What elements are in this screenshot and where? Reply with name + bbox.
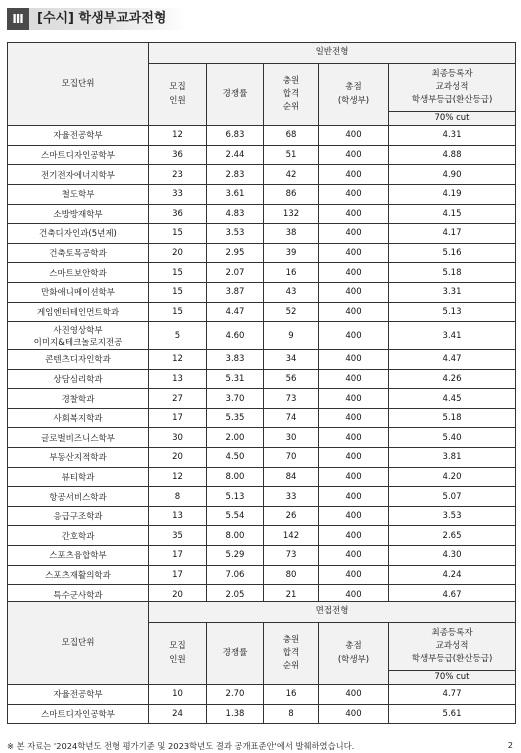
cell-count: 17 [149,565,207,585]
cell-total: 400 [319,389,389,409]
header-unit: 모집단위 [8,602,149,685]
cell-count: 36 [149,145,207,165]
cell-rank: 73 [264,546,319,566]
cell-total: 400 [319,369,389,389]
cell-count: 33 [149,184,207,204]
cell-rank: 34 [264,350,319,370]
cell-ratio: 5.31 [207,369,264,389]
cell-count: 12 [149,350,207,370]
cell-count: 27 [149,389,207,409]
cell-total: 400 [319,302,389,322]
cell-rank: 73 [264,389,319,409]
cell-unit: 간호학과 [8,526,149,546]
cell-unit: 사회복지학과 [8,408,149,428]
cell-unit: 사진영상학부 이미지&테크놀로지전공 [8,322,149,350]
cell-ratio: 8.00 [207,526,264,546]
cell-grade: 4.47 [389,350,516,370]
cell-ratio: 5.54 [207,506,264,526]
cell-rank: 43 [264,282,319,302]
cell-ratio: 3.87 [207,282,264,302]
table-row [8,184,516,204]
cell-grade: 4.19 [389,184,516,204]
cell-rank: 70 [264,448,319,468]
table-row [8,126,516,146]
cell-ratio: 5.13 [207,487,264,507]
cell-rank: 33 [264,487,319,507]
cell-unit: 스마트디자인공학부 [8,704,149,724]
cell-total: 400 [319,126,389,146]
cell-count: 17 [149,546,207,566]
table-row [8,204,516,224]
cell-rank: 132 [264,204,319,224]
table-row [8,546,516,566]
cell-ratio: 1.38 [207,704,264,724]
header-unit: 모집단위 [8,43,149,126]
cell-total: 400 [319,165,389,185]
cell-rank: 84 [264,467,319,487]
cell-total: 400 [319,243,389,263]
cell-unit: 응급구조학과 [8,506,149,526]
cell-total: 400 [319,145,389,165]
table-row [8,408,516,428]
cell-grade: 5.61 [389,704,516,724]
cell-unit: 스포츠재활의학과 [8,565,149,585]
cell-rank: 26 [264,506,319,526]
cell-count: 5 [149,322,207,350]
cell-grade: 4.88 [389,145,516,165]
cell-total: 400 [319,546,389,566]
cell-count: 10 [149,685,207,705]
table-row [8,467,516,487]
cell-count: 15 [149,263,207,283]
cell-unit: 소방방재학부 [8,204,149,224]
cell-total: 400 [319,448,389,468]
cell-count: 15 [149,282,207,302]
table-row [8,350,516,370]
table-row [8,389,516,409]
cell-rank: 86 [264,184,319,204]
header-grade-cut: 70% cut [389,671,516,685]
cell-total: 400 [319,350,389,370]
cell-ratio: 3.70 [207,389,264,409]
cell-ratio: 6.83 [207,126,264,146]
cell-count: 20 [149,243,207,263]
table-row [8,506,516,526]
cell-total: 400 [319,506,389,526]
cell-grade: 4.45 [389,389,516,409]
table-row [8,565,516,585]
cell-ratio: 4.83 [207,204,264,224]
cell-total: 400 [319,487,389,507]
cell-grade: 3.53 [389,506,516,526]
cell-ratio: 2.44 [207,145,264,165]
cell-grade: 3.81 [389,448,516,468]
cell-count: 13 [149,506,207,526]
cell-rank: 8 [264,704,319,724]
table-row [8,224,516,244]
cell-count: 12 [149,126,207,146]
cell-rank: 16 [264,263,319,283]
table-body [8,685,516,724]
cell-count: 36 [149,204,207,224]
interview-admission-table [7,601,516,724]
cell-count: 23 [149,165,207,185]
cell-ratio: 4.50 [207,448,264,468]
cell-unit: 경찰학과 [8,389,149,409]
cell-total: 400 [319,282,389,302]
header-rank: 충원 합격 순위 [264,623,319,685]
table-row [8,282,516,302]
cell-grade: 4.15 [389,204,516,224]
cell-count: 15 [149,302,207,322]
cell-ratio: 2.05 [207,585,264,605]
table-row [8,322,516,350]
cell-ratio: 8.00 [207,467,264,487]
cell-count: 17 [149,408,207,428]
section-number: Ⅲ [7,8,29,30]
cell-unit: 상담심리학과 [8,369,149,389]
cell-unit: 콘텐츠디자인학과 [8,350,149,370]
cell-grade: 4.90 [389,165,516,185]
cell-ratio: 5.29 [207,546,264,566]
table-row [8,487,516,507]
table-row [8,263,516,283]
cell-total: 400 [319,184,389,204]
cell-ratio: 3.61 [207,184,264,204]
cell-grade: 5.18 [389,263,516,283]
cell-rank: 9 [264,322,319,350]
cell-unit: 자율전공학부 [8,126,149,146]
cell-grade: 4.17 [389,224,516,244]
cell-grade: 5.18 [389,408,516,428]
cell-rank: 142 [264,526,319,546]
cell-rank: 16 [264,685,319,705]
header-total: 총점 (학생부) [319,64,389,126]
cell-grade: 4.30 [389,546,516,566]
header-count: 모집 인원 [149,623,207,685]
general-admission-table [7,42,516,605]
cell-total: 400 [319,526,389,546]
cell-total: 400 [319,263,389,283]
cell-count: 15 [149,224,207,244]
cell-ratio: 4.60 [207,322,264,350]
cell-unit: 항공서비스학과 [8,487,149,507]
cell-unit: 게임엔터테인먼트학과 [8,302,149,322]
cell-total: 400 [319,224,389,244]
cell-total: 400 [319,467,389,487]
cell-rank: 30 [264,428,319,448]
table-row [8,526,516,546]
table-row [8,145,516,165]
cell-unit: 부동산지적학과 [8,448,149,468]
cell-grade: 2.65 [389,526,516,546]
cell-unit: 철도학부 [8,184,149,204]
cell-count: 35 [149,526,207,546]
cell-rank: 38 [264,224,319,244]
cell-total: 400 [319,585,389,605]
cell-ratio: 4.47 [207,302,264,322]
cell-unit: 글로벌비즈니스학부 [8,428,149,448]
cell-count: 20 [149,448,207,468]
table-row [8,704,516,724]
cell-rank: 80 [264,565,319,585]
header-ratio: 경쟁률 [207,64,264,126]
footnote: ※ 본 자료는 '2024학년도 전형 평가기준 및 2023학년도 결과 공개표준안'에서 발췌하였습니다. [7,741,355,751]
cell-rank: 52 [264,302,319,322]
cell-count: 24 [149,704,207,724]
page-number: 2 [507,740,513,750]
cell-rank: 74 [264,408,319,428]
cell-unit: 스마트디자인공학부 [8,145,149,165]
cell-total: 400 [319,565,389,585]
cell-grade: 4.31 [389,126,516,146]
cell-ratio: 2.83 [207,165,264,185]
cell-ratio: 3.83 [207,350,264,370]
cell-ratio: 5.35 [207,408,264,428]
cell-grade: 4.26 [389,369,516,389]
table-row [8,243,516,263]
cell-unit: 뷰티학과 [8,467,149,487]
header-group: 면접전형 [149,602,516,623]
cell-grade: 3.31 [389,282,516,302]
cell-ratio: 2.00 [207,428,264,448]
cell-grade: 5.13 [389,302,516,322]
table-row [8,302,516,322]
header-grade: 최종등록자 교과성적 학생부등급(환산등급) [389,623,516,671]
table-row [8,428,516,448]
cell-rank: 56 [264,369,319,389]
header-grade: 최종등록자 교과성적 학생부등급(환산등급) [389,64,516,112]
cell-total: 400 [319,685,389,705]
cell-ratio: 2.07 [207,263,264,283]
cell-unit: 건축디자인과(5년제) [8,224,149,244]
cell-total: 400 [319,408,389,428]
cell-rank: 42 [264,165,319,185]
cell-grade: 4.24 [389,565,516,585]
cell-grade: 5.40 [389,428,516,448]
table-body [8,126,516,605]
header-ratio: 경쟁률 [207,623,264,685]
header-total: 총점 (학생부) [319,623,389,685]
header-grade-cut: 70% cut [389,112,516,126]
section-header [7,8,187,30]
cell-count: 30 [149,428,207,448]
cell-unit: 건축토목공학과 [8,243,149,263]
cell-grade: 4.77 [389,685,516,705]
cell-count: 13 [149,369,207,389]
cell-rank: 21 [264,585,319,605]
cell-grade: 5.16 [389,243,516,263]
cell-ratio: 3.53 [207,224,264,244]
cell-total: 400 [319,704,389,724]
cell-rank: 39 [264,243,319,263]
cell-total: 400 [319,322,389,350]
table-row [8,165,516,185]
cell-rank: 68 [264,126,319,146]
table-row [8,369,516,389]
cell-total: 400 [319,204,389,224]
header-rank: 충원 합격 순위 [264,64,319,126]
cell-count: 8 [149,487,207,507]
header-count: 모집 인원 [149,64,207,126]
cell-unit: 특수군사학과 [8,585,149,605]
cell-total: 400 [319,428,389,448]
cell-unit: 스마트보안학과 [8,263,149,283]
cell-rank: 51 [264,145,319,165]
cell-unit: 스포츠융합학부 [8,546,149,566]
cell-ratio: 2.95 [207,243,264,263]
cell-ratio: 7.06 [207,565,264,585]
cell-grade: 4.67 [389,585,516,605]
cell-count: 20 [149,585,207,605]
cell-unit: 만화애니메이션학부 [8,282,149,302]
cell-count: 12 [149,467,207,487]
header-group: 일반전형 [149,43,516,64]
table-row [8,448,516,468]
cell-grade: 3.41 [389,322,516,350]
table-row [8,685,516,705]
cell-unit: 전기전자에너지학부 [8,165,149,185]
section-title: [수시] 학생부교과전형 [37,11,167,26]
cell-grade: 5.07 [389,487,516,507]
cell-grade: 4.20 [389,467,516,487]
cell-unit: 자율전공학부 [8,685,149,705]
cell-ratio: 2.70 [207,685,264,705]
